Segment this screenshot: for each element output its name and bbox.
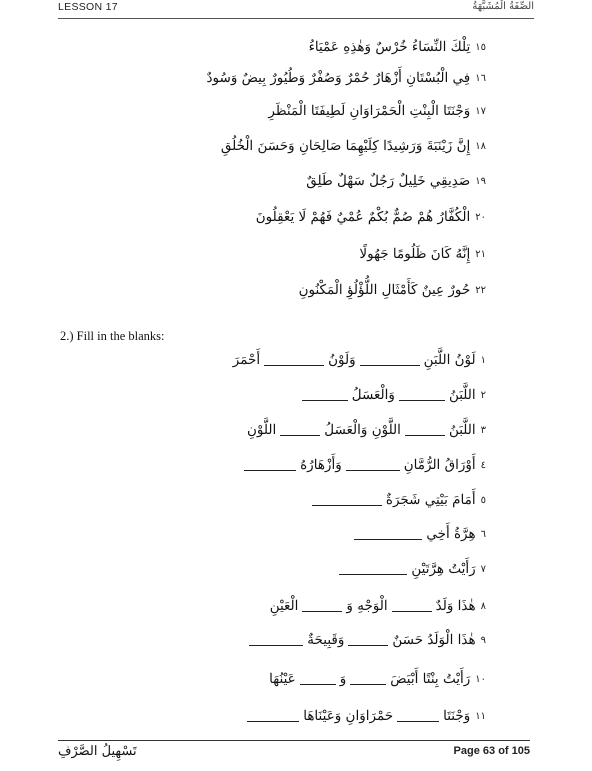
- sentence-text: وَجْنَتَا الْبِنْتِ الْحَمْرَاوَانِ لَطِيفَتَا الْمَنْظَرِ: [268, 103, 471, 119]
- book-title: تَسْهِيلُ الصَّرْفِ: [58, 744, 137, 759]
- sentence-text: هٰذَا وَلَدٌ: [435, 598, 476, 614]
- sentence-text: رَأَيْتُ بِنْتًا أَبْيَضَ: [390, 671, 471, 687]
- sentence-text: اللَّوْنِ: [247, 422, 277, 438]
- item-number: ١٩: [475, 176, 486, 187]
- lesson-label: LESSON 17: [58, 1, 118, 13]
- sentence-text: الْعَيْنِ: [269, 598, 299, 614]
- sentence-text: وَأَزْهَارُهُ: [300, 457, 342, 473]
- sentence-line: [299, 280, 486, 300]
- blank-line: [350, 524, 486, 544]
- item-number: ٤: [480, 460, 486, 471]
- item-number: ١٦: [475, 73, 486, 84]
- sentence-text: هٰذَا الْوَلَدُ حَسَنٌ: [392, 632, 476, 648]
- answer-blank[interactable]: [399, 391, 445, 401]
- item-number: ١: [480, 355, 486, 366]
- sentence-text: هِرَّةُ أَخِي: [426, 526, 476, 542]
- sentence-text: اللَّبَنُ: [448, 387, 476, 403]
- item-number: ٢٠: [475, 212, 486, 223]
- item-number: ٢١: [475, 249, 486, 260]
- blank-line: [233, 350, 486, 370]
- sentence-text: لَوْنُ اللَّبَنِ: [423, 352, 476, 368]
- sentence-text: أَوْرَاقُ الرُّمَّانِ: [403, 457, 476, 473]
- sentence-text: وَالْعَسَلُ: [351, 387, 395, 403]
- answer-blank[interactable]: [280, 426, 320, 436]
- sentence-line: [268, 101, 486, 121]
- sentence-text: عَيْنُهَا: [269, 671, 296, 687]
- answer-blank[interactable]: [312, 496, 382, 506]
- sentence-line: [207, 68, 486, 88]
- blank-line: [335, 559, 486, 579]
- item-number: ٦: [480, 529, 486, 540]
- answer-blank[interactable]: [350, 675, 386, 685]
- sentence-text: فِي الْبُسْتَانِ أَزْهَارٌ حُمْرٌ وَصُفْرٌ وَطُيُورٌ بِيضٌ وَسُودٌ: [206, 70, 471, 86]
- answer-blank[interactable]: [302, 602, 342, 612]
- sentence-text: وَ: [339, 671, 347, 687]
- sentence-text: حُورٌ عِينٌ كَأَمْثَالِ اللُّؤْلُؤِ الْمَكْنُونِ: [298, 282, 471, 298]
- page-footer: [58, 740, 530, 763]
- answer-blank[interactable]: [348, 636, 388, 646]
- chapter-title: الصِّفَةُ الْمُشَبَّهَةُ: [472, 1, 534, 12]
- answer-blank[interactable]: [392, 602, 432, 612]
- answer-blank[interactable]: [247, 712, 299, 722]
- blank-line: [270, 596, 486, 616]
- blank-line: [247, 420, 486, 440]
- item-number: ١٨: [475, 141, 486, 152]
- item-number: ١١: [475, 711, 486, 722]
- sentence-text: أَحْمَرَ: [232, 352, 261, 368]
- item-number: ١٥: [475, 42, 486, 53]
- answer-blank[interactable]: [264, 356, 324, 366]
- sentence-line: [309, 37, 486, 57]
- answer-blank[interactable]: [300, 675, 336, 685]
- answer-blank[interactable]: [339, 565, 407, 575]
- item-number: ٢٢: [475, 285, 486, 296]
- sentence-text: أَمَامَ بَيْتِي شَجَرَةٌ: [385, 492, 476, 508]
- answer-blank[interactable]: [249, 636, 303, 646]
- answer-blank[interactable]: [354, 530, 422, 540]
- sentence-text: حَمْرَاوَانِ وَعَيْنَاهَا: [303, 708, 394, 724]
- blank-line: [243, 706, 486, 726]
- page-number: Page 63 of 105: [453, 745, 530, 757]
- answer-blank[interactable]: [397, 712, 439, 722]
- sentence-text: صَدِيقِي خَلِيلٌ رَجُلٌ سَهْلٌ طَلِقٌ: [306, 173, 471, 189]
- sentence-text: إِنَّ زَيْنَبَةَ وَرَشِيدًا كِلَيْهِمَا صَالِحَانِ وَحَسَنَ الْخُلُقِ: [220, 138, 471, 154]
- item-number: ٣: [480, 425, 486, 436]
- item-number: ٨: [480, 601, 486, 612]
- blank-line: [245, 630, 486, 650]
- answer-blank[interactable]: [244, 461, 296, 471]
- item-number: ٥: [480, 495, 486, 506]
- answer-blank[interactable]: [302, 391, 348, 401]
- blank-line: [298, 385, 486, 405]
- sentence-line: [256, 207, 486, 227]
- sentence-text: الْكُفَّارُ هُمْ صُمٌّ بُكْمٌ عُمْيٌ فَهُمْ لَا يَعْقِلُونَ: [255, 209, 471, 225]
- sentence-text: اللَّبَنُ: [448, 422, 476, 438]
- answer-blank[interactable]: [360, 356, 420, 366]
- sentence-line: [306, 171, 486, 191]
- item-number: ٢: [480, 390, 486, 401]
- sentence-text: وَلَوْنُ: [328, 352, 356, 368]
- blank-line: [240, 455, 486, 475]
- item-number: ١٧: [475, 106, 486, 117]
- answer-blank[interactable]: [346, 461, 400, 471]
- sentence-text: رَأَيْتُ هِرَّتَيْنِ: [411, 561, 476, 577]
- sentence-text: الْوَجْهِ وَ: [346, 598, 388, 614]
- sentence-text: اللَّوْنِ وَالْعَسَلُ: [324, 422, 401, 438]
- sentence-text: وَجْنَتَا: [443, 708, 471, 724]
- section-2-title: 2.) Fill in the blanks:: [60, 329, 165, 343]
- sentence-text: إِنَّهُ كَانَ ظَلُومًا جَهُولًا: [359, 246, 471, 262]
- blank-line: [308, 490, 486, 510]
- answer-blank[interactable]: [405, 426, 445, 436]
- sentence-line: [221, 136, 486, 156]
- item-number: ٩: [480, 635, 486, 646]
- sentence-text: وَقَبِيحَةٌ: [307, 632, 345, 648]
- blank-line: [269, 669, 486, 689]
- item-number: ٧: [480, 564, 486, 575]
- sentence-text: تِلْكَ النِّسَاءُ خُرْسٌ وَهٰذِهِ عَمْيَاءُ: [308, 39, 471, 55]
- page-header: [58, 0, 534, 19]
- sentence-line: [359, 244, 486, 264]
- item-number: ١٠: [475, 674, 486, 685]
